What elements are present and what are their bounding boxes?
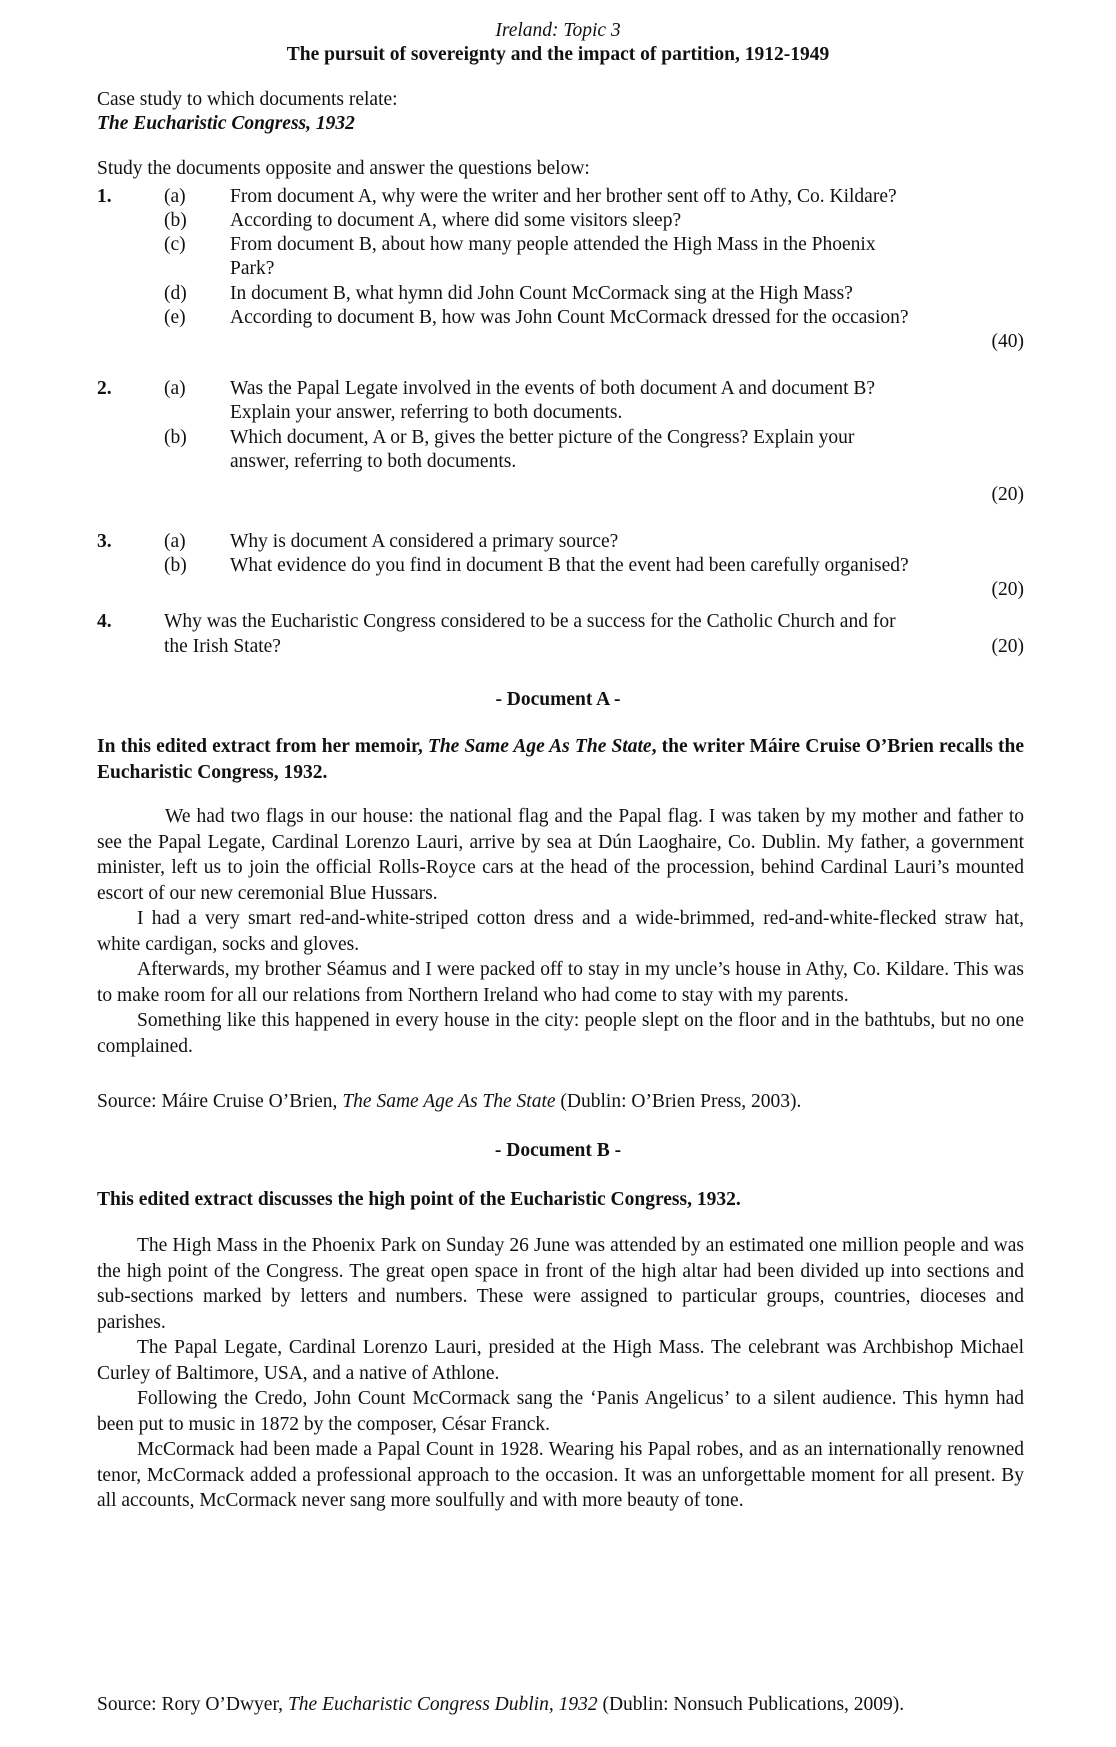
marks-label: (20) [991,636,1024,657]
part-letter: (d) [164,283,187,304]
part-letter: (e) [164,307,186,328]
part-letter: (a) [164,531,186,552]
question-text: From document A, why were the writer and her brother sent off to Athy, Co. Kildare? [230,186,897,207]
question-text: Explain your answer, referring to both documents. [230,402,623,423]
question-text: According to document B, how was John Count McCormack dressed for the occasion? [230,307,909,328]
case-study-name: The Eucharistic Congress, 1932 [97,113,355,134]
question-text: Park? [230,258,275,279]
page-title: The pursuit of sovereignty and the impact of partition, 1912-1949 [286,44,830,65]
document-b-source: Source: Rory O’Dwyer, The Eucharistic Congress Dublin, 1932 (Dublin: Nonsuch Publications, 2009). [97,1694,905,1715]
marks-label: (20) [991,579,1024,600]
question-text: the Irish State? [164,636,281,657]
paragraph: Following the Credo, John Count McCormack sang the ‘Panis Angelicus’ to a silent audience. This hymn had been put to music in 1872 by the composer, César Franck. [97,1388,1024,1435]
paragraph: McCormack had been made a Papal Count in 1928. Wearing his Papal robes, and as an internationally renowned tenor, McCormack added a professional approach to the occasion. It was an unforgettable moment for all present. By all accounts, McCormack never sang more soulfully and with more beauty of tone. [97,1439,1024,1511]
question-text: In document B, what hymn did John Count McCormack sing at the High Mass? [230,283,853,304]
document-a-text [97,804,1024,1059]
document-b-heading: - Document B - [494,1140,622,1161]
case-study-label: Case study to which documents relate: [97,89,398,110]
document-b-intro: This edited extract discusses the high point of the Eucharistic Congress, 1932. [97,1189,741,1210]
paragraph: The High Mass in the Phoenix Park on Sunday 26 June was attended by an estimated one million people and was the high point of the Congress. The great open space in front of the high altar had been divided up into sections and sub-sections marked by letters and numbers. These were assigned to particular groups, countries, dioceses and parishes. [97,1235,1024,1333]
paragraph: Something like this happened in every house in the city: people slept on the floor and in the bathtubs, but no one complained. [97,1010,1024,1057]
paragraph: I had a very smart red-and-white-striped cotton dress and a wide-brimmed, red-and-white-flecked straw hat, white cardigan, socks and gloves. [97,908,1024,955]
part-letter: (a) [164,186,186,207]
question-text: What evidence do you find in document B that the event had been carefully organised? [230,555,909,576]
question-text: Which document, A or B, gives the better picture of the Congress? Explain your [230,427,855,448]
question-number: 4. [97,611,112,632]
part-letter: (b) [164,210,187,231]
question-text: According to document A, where did some visitors sleep? [230,210,682,231]
instructions: Study the documents opposite and answer the questions below: [97,158,590,179]
question-text: answer, referring to both documents. [230,451,517,472]
part-letter: (b) [164,555,187,576]
part-letter: (a) [164,378,186,399]
question-text: Was the Papal Legate involved in the events of both document A and document B? [230,378,876,399]
question-text: Why was the Eucharistic Congress considered to be a success for the Catholic Church and for [164,611,896,632]
part-letter: (c) [164,234,186,255]
question-number: 2. [97,378,112,399]
document-a-heading: - Document A - [495,689,621,710]
part-letter: (b) [164,427,187,448]
question-number: 3. [97,531,112,552]
marks-label: (20) [991,484,1024,505]
question-text: Why is document A considered a primary source? [230,531,619,552]
marks-label: (40) [991,331,1024,352]
question-text: From document B, about how many people attended the High Mass in the Phoenix [230,234,876,255]
document-a-source: Source: Máire Cruise O’Brien, The Same Age As The State (Dublin: O’Brien Press, 2003). [97,1091,802,1112]
document-b-text [97,1233,1024,1514]
paragraph: The Papal Legate, Cardinal Lorenzo Lauri, presided at the High Mass. The celebrant was Archbishop Michael Curley of Baltimore, USA, and a native of Athlone. [97,1337,1024,1384]
paragraph: Afterwards, my brother Séamus and I were packed off to stay in my uncle’s house in Athy, Co. Kildare. This was to make room for all our relations from Northern Ireland who had come to stay with my parents. [97,959,1024,1006]
document-a-intro: In this edited extract from her memoir, The Same Age As The State, the writer Máire Cruise O’Brien recalls the Eucharistic Congress, 1932. [97,736,1024,783]
paragraph: We had two flags in our house: the national flag and the Papal flag. I was taken by my mother and father to see the Papal Legate, Cardinal Lorenzo Lauri, arrive by sea at Dún Laoghaire, Co. Dublin. My father, a government minister, left us to join the official Rolls-Royce cars at the head of the procession, behind Cardinal Lauri’s mounted escort of our new ceremonial Blue Hussars. [97,806,1024,904]
topic-label: Ireland: Topic 3 [495,20,621,41]
question-number: 1. [97,186,112,207]
